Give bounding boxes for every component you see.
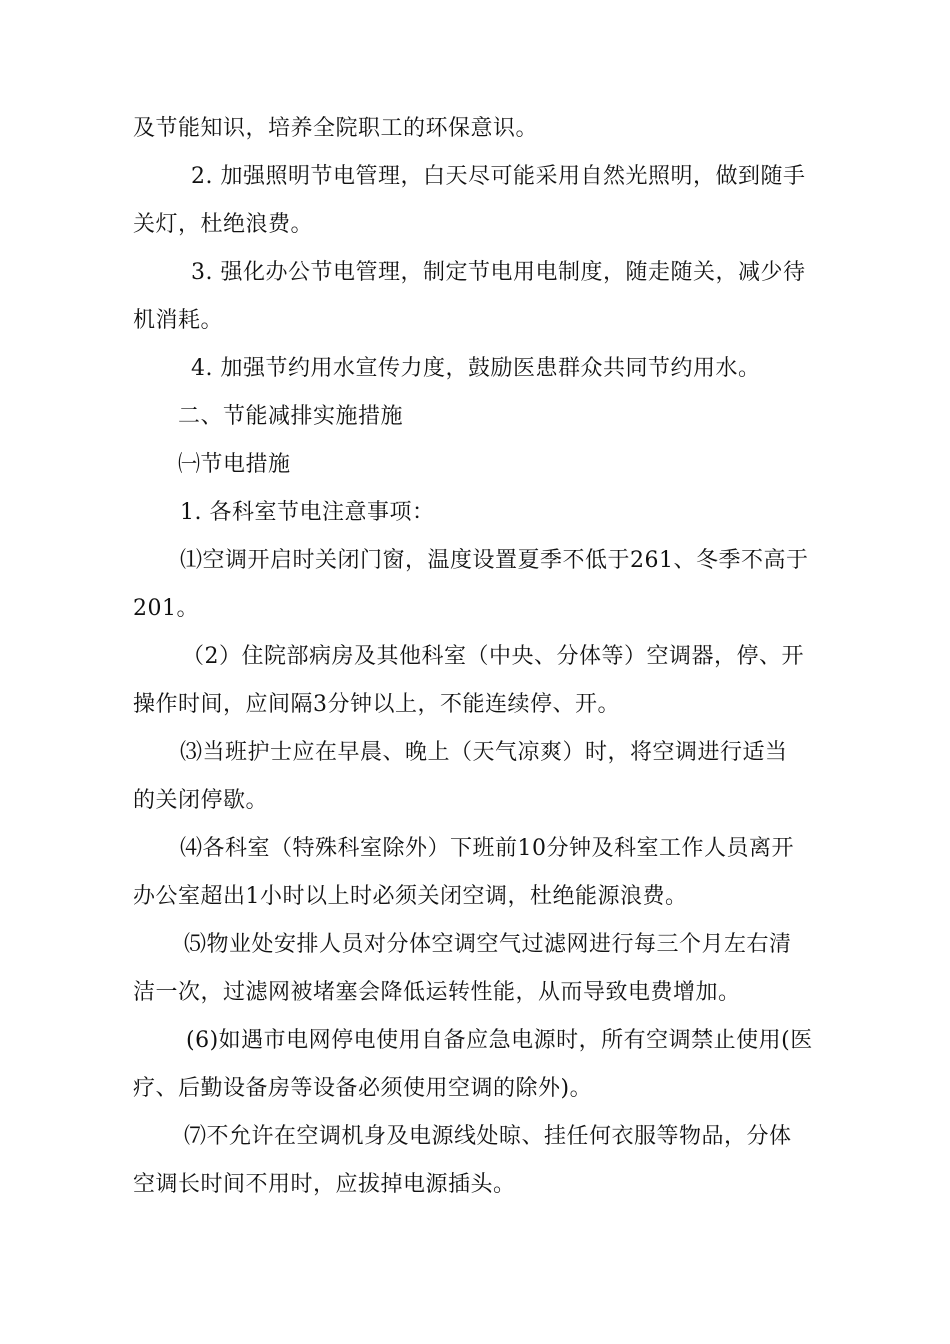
text-line: 机消耗。: [133, 308, 224, 333]
text-line: ⑸物业处安排人员对分体空调空气过滤网进行每三个月左右清: [184, 932, 792, 957]
text-line: ⑴空调开启时关闭门窗，温度设置夏季不低于261、冬季不高于: [180, 548, 809, 573]
text-line: （2）住院部病房及其他科室（中央、分体等）空调器，停、开: [182, 644, 804, 669]
text-line: 关灯，杜绝浪费。: [133, 212, 314, 237]
subsection-heading: ㈠节电措施: [178, 452, 291, 477]
text-line: 3. 强化办公节电管理，制定节电用电制度，随走随关，减少待: [191, 260, 806, 285]
text-line: (6)如遇市电网停电使用自备应急电源时，所有空调禁止使用(医: [186, 1028, 813, 1053]
text-line: 洁一次，过滤网被堵塞会降低运转性能，从而导致电费增加。: [133, 980, 741, 1005]
text-line: 办公室超出1小时以上时必须关闭空调，杜绝能源浪费。: [133, 884, 688, 909]
text-line: 疗、后勤设备房等设备必须使用空调的除外)。: [133, 1076, 593, 1101]
text-line: 4. 加强节约用水宣传力度，鼓励医患群众共同节约用水。: [191, 356, 761, 381]
text-line: 1. 各科室节电注意事项：: [180, 500, 435, 525]
text-line: 2. 加强照明节电管理，白天尽可能采用自然光照明，做到随手: [191, 164, 806, 189]
text-line: 操作时间，应间隔3分钟以上，不能连续停、开。: [133, 692, 620, 717]
text-line: 及节能知识，培养全院职工的环保意识。: [133, 116, 539, 141]
text-line: 的关闭停歇。: [133, 788, 269, 813]
section-heading: 二、节能减排实施措施: [178, 404, 404, 429]
text-line: ⑶当班护士应在早晨、晚上（天气凉爽）时，将空调进行适当: [180, 740, 788, 765]
text-line: ⑷各科室（特殊科室除外）下班前10分钟及科室工作人员离开: [180, 836, 794, 861]
text-line: ⑺不允许在空调机身及电源线处晾、挂任何衣服等物品，分体: [184, 1124, 792, 1149]
text-line: 空调长时间不用时，应拔掉电源插头。: [133, 1172, 516, 1197]
text-line: 201。: [133, 596, 199, 621]
